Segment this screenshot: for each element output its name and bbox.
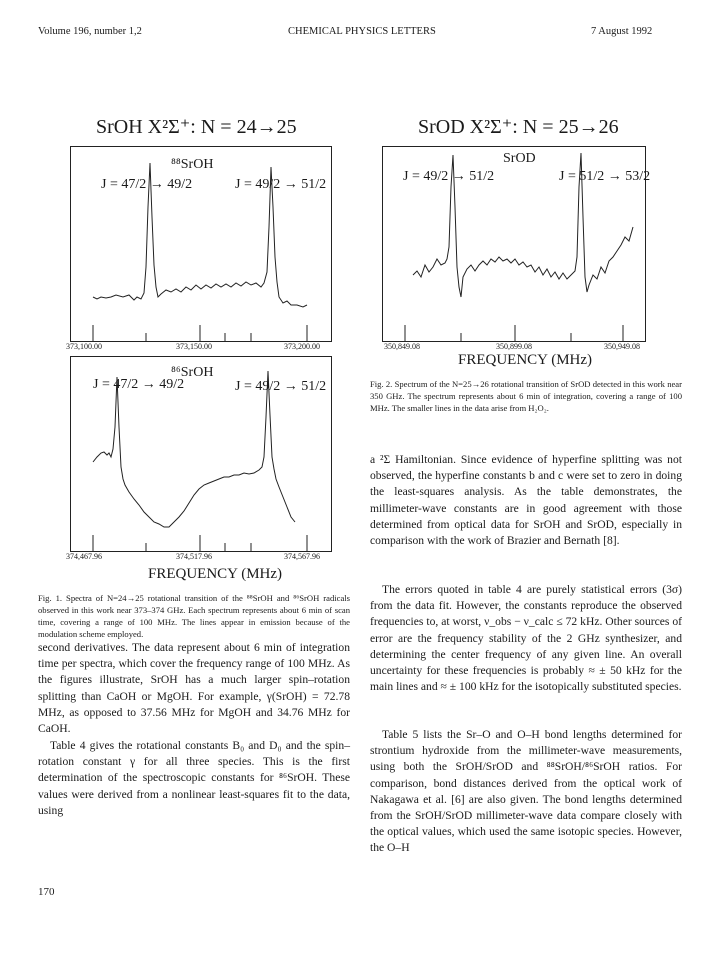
fig1-panel2-j-right: J = 49/2 → 51/2 (235, 379, 327, 394)
fig1-title: SrOH X²Σ⁺: N = 24→25 (96, 116, 297, 138)
fig1-panel1-tick-3: 373,200.00 (284, 342, 320, 351)
right-column-paragraph-1: a ²Σ Hamiltonian. Since evidence of hyperfine splitting was not observed, the hyperfine constants b and c were set to zero in doing the least-squares analysis. As the table demonstrates, the millimeter-wave constants are in good agreement with those determined from optical data for SrOH and SrOD, especially in comparison with the work of Brazier and Bernath [8]. (370, 453, 682, 548)
fig1-caption: Fig. 1. Spectra of N=24→25 rotational transition of the ⁸⁸SrOH and ⁸⁶SrOH radicals observed in this work near 373–374 GHz. Each spectrum represents about 6 min of scan time, covering a range of 100 MHz. The lines appear in emission because of the modulation scheme employed. (38, 593, 350, 639)
page-number: 170 (38, 886, 55, 898)
right-column-paragraph-2: The errors quoted in table 4 are purely statistical errors (3σ) from the data fit. However, the constants reproduce the observed frequencies to, at worst, ν_obs − ν_calc ≤ 72 kHz. Other sources of error are the frequency stability of the 2 GHz synthesizer, and determining the center frequency of any given line. An overall uncertainty for these frequencies is probably ≈ ± 50 kHz for the main lines and ≈ ± 100 kHz for the isotopically substituted species. (370, 583, 682, 694)
fig1-panel1-tick-1: 373,100.00 (66, 342, 102, 351)
fig2-xlabel: FREQUENCY (MHz) (458, 352, 593, 368)
left-column-paragraph-1: second derivatives. The data represent about 6 min of integration time per spectra, which cover the frequency range of 100 MHz. As the figures illustrate, SrOH has a much larger spin–rotation splitting than CaOH or MgOH. For example, γ(SrOH) = 72.78 MHz, as opposed to 37.56 MHz for MgOH and 34.76 MHz for CaOH. (38, 641, 350, 736)
running-header-date: 7 August 1992 (591, 26, 653, 37)
fig1-panel2-tick-2: 374,517.96 (176, 552, 212, 561)
fig1-panel1-species: ⁸⁸SrOH (171, 157, 214, 172)
right-column-paragraph-3: Table 5 lists the Sr–O and O–H bond lengths determined for strontium hydroxide from the millimeter-wave measurements, using both the SrOH/SrOD and ⁸⁸SrOH/⁸⁶SrOH ratios. For comparison, bond distances derived from the optical work of Nakagawa et al. [6] are also given. The bond lengths determined from the SrOH/SrOD millimeter-wave data compare closely with the optical values, which used the same isotopic species. However, the O–H (370, 728, 682, 855)
fig1-panel-88srOH (70, 146, 332, 342)
fig2-caption: Fig. 2. Spectrum of the N=25→26 rotational transition of SrOD detected in this work near 350 GHz. The spectrum represents about 6 min of integration, covering a range of 100 MHz. The smaller lines in the data arise from H₂O₂. (370, 379, 682, 413)
fig2-tick-3: 350,949.08 (604, 342, 640, 351)
fig1-xlabel: FREQUENCY (MHz) (148, 566, 283, 582)
left-column-paragraph-2: Table 4 gives the rotational constants B₀ and D₀ and the spin–rotation constant γ for all three species. This is the first determination of the spectroscopic constants for ⁸⁶SrOH. These values were derived from a nonlinear least-squares fit to the data, using (38, 739, 350, 817)
fig1-panel1-tick-2: 373,150.00 (176, 342, 212, 351)
fig2-title: SrOD X²Σ⁺: N = 25→26 (418, 116, 619, 138)
fig2-tick-1: 350,849.08 (384, 342, 420, 351)
fig1-panel-86srOH (70, 356, 332, 552)
running-header-journal: CHEMICAL PHYSICS LETTERS (288, 26, 436, 37)
fig2-tick-2: 350,899.08 (496, 342, 532, 351)
fig1-panel2-j-left: J = 47/2 → 49/2 (93, 377, 185, 392)
fig1-panel2-species: ⁸⁶SrOH (171, 365, 214, 380)
fig2-panel-srOD (382, 146, 651, 342)
fig2-species: SrOD (503, 151, 536, 166)
fig2-j-right: J = 51/2 → 53/2 (559, 169, 651, 184)
fig1-panel2-tick-1: 374,467.96 (66, 552, 102, 561)
fig1-panel1-j-left: J = 47/2 → 49/2 (101, 177, 193, 192)
fig1-panel2-tick-3: 374,567.96 (284, 552, 320, 561)
fig2-j-left: J = 49/2 → 51/2 (403, 169, 495, 184)
running-header-volume: Volume 196, number 1,2 (38, 26, 142, 37)
fig1-panel1-j-right: J = 49/2 → 51/2 (235, 177, 327, 192)
